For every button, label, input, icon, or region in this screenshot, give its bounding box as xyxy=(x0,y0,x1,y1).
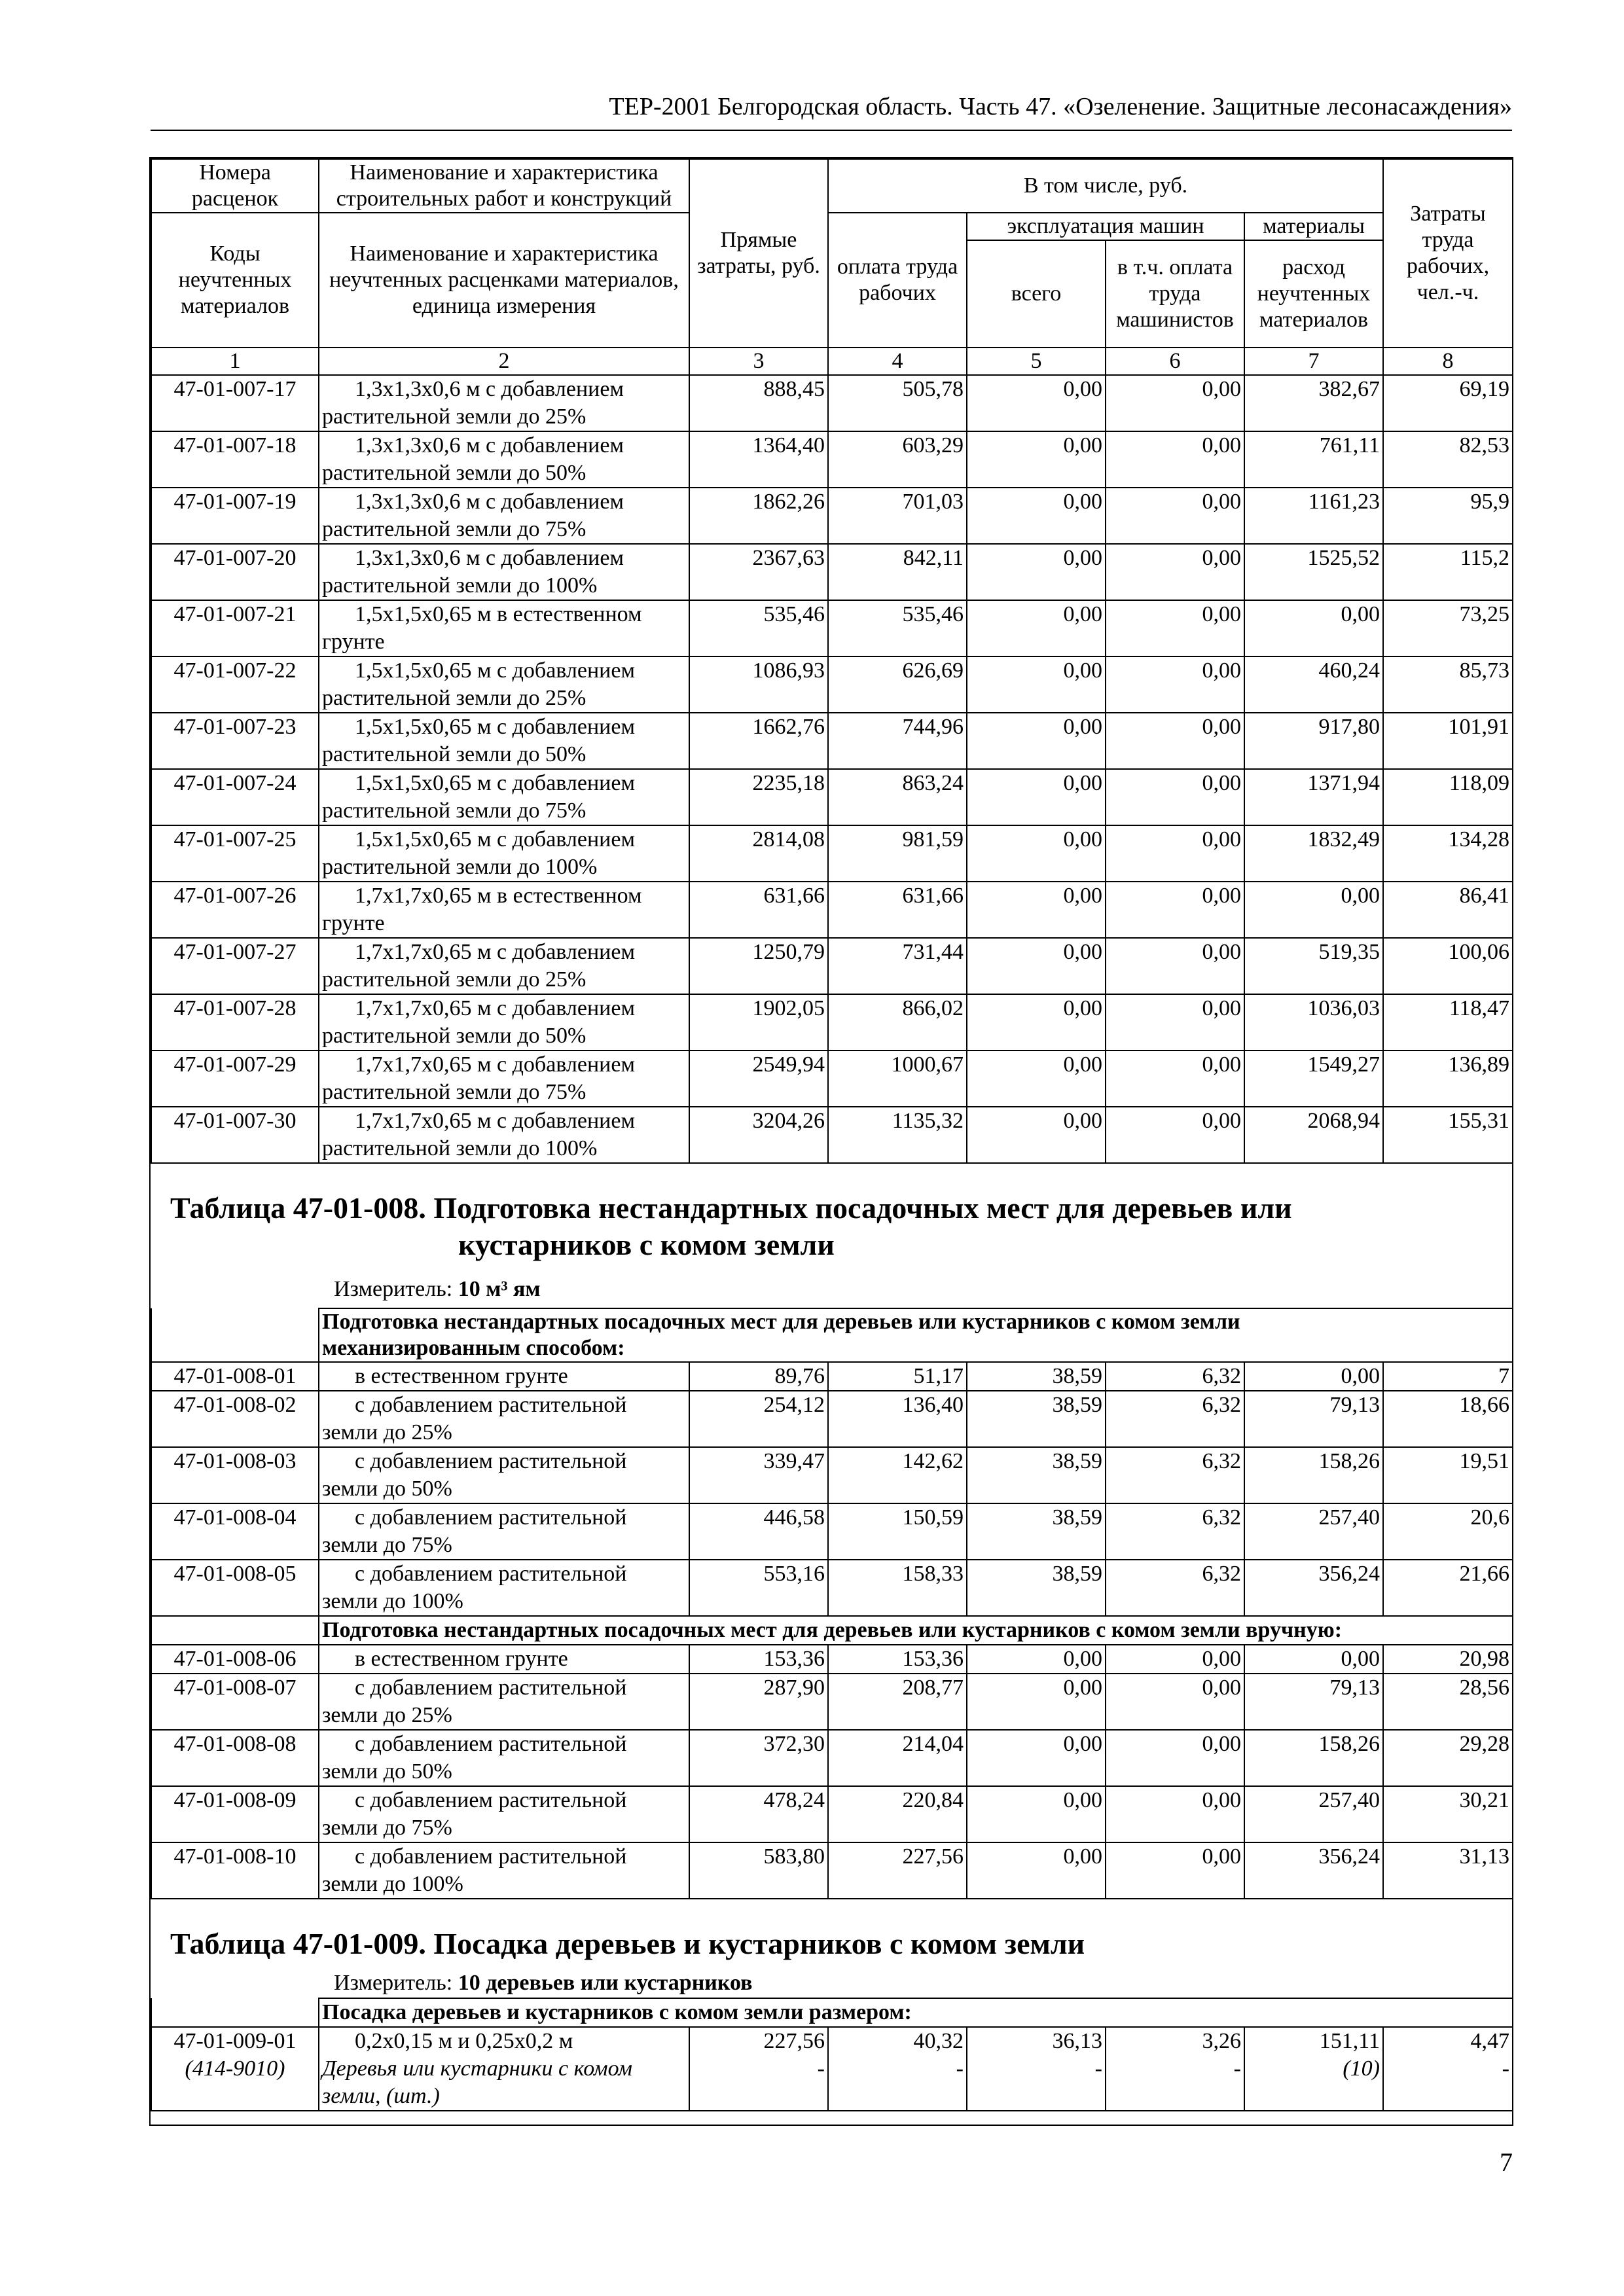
materials-cost: 1161,23 xyxy=(1244,488,1383,544)
rate-code: 47-01-007-27 xyxy=(151,938,319,994)
direct-cost: 2814,08 xyxy=(689,825,828,882)
machinist-pay: 0,00 xyxy=(1106,375,1244,431)
machinist-pay: 0,00 xyxy=(1106,1107,1244,1163)
labor-hours: 7 xyxy=(1383,1362,1513,1391)
table-row xyxy=(151,656,1513,713)
labor-pay: 981,59 xyxy=(828,825,967,882)
labor-pay: 866,02 xyxy=(828,994,967,1050)
rate-code: 47-01-008-08 xyxy=(151,1730,319,1786)
labor-pay: 142,62 xyxy=(828,1447,967,1503)
labor-pay: 626,69 xyxy=(828,656,967,713)
labor-pay: 220,84 xyxy=(828,1786,967,1842)
machines-total: 0,00 xyxy=(967,1730,1106,1786)
table-009-title-block xyxy=(151,1899,1512,1998)
machinist-pay: 0,00 xyxy=(1106,713,1244,769)
machinist-pay: 0,00 xyxy=(1106,1730,1244,1786)
rate-code: 47-01-008-09 xyxy=(151,1786,319,1842)
materials-cost: 1549,27 xyxy=(1244,1050,1383,1107)
materials-cost: 0,00 xyxy=(1244,600,1383,656)
materials-cost: 1036,03 xyxy=(1244,994,1383,1050)
machines-total: 0,00 xyxy=(967,1842,1106,1899)
machinist-pay: 0,00 xyxy=(1106,825,1244,882)
direct-cost: 1662,76 xyxy=(689,713,828,769)
labor-pay: 603,29 xyxy=(828,431,967,488)
labor-hours: 155,31 xyxy=(1383,1107,1513,1163)
table-row xyxy=(151,1447,1513,1503)
rate-code: 47-01-007-30 xyxy=(151,1107,319,1163)
machinist-pay: 0,00 xyxy=(1106,656,1244,713)
machines-total: 0,00 xyxy=(967,600,1106,656)
table-row xyxy=(151,600,1513,656)
machines-total: 38,59 xyxy=(967,1503,1106,1560)
labor-hours: 100,06 xyxy=(1383,938,1513,994)
labor-pay: 701,03 xyxy=(828,488,967,544)
table-row xyxy=(151,1674,1513,1730)
table-009-title: Таблица 47-01-009. Посадка деревьев и кустарников с комом земли xyxy=(170,1927,1085,1960)
rate-code: 47-01-007-26 xyxy=(151,882,319,938)
machines-total: 0,00 xyxy=(967,769,1106,825)
table-008-measure: Измеритель: 10 м³ ям xyxy=(334,1277,541,1301)
materials-cost: 79,13 xyxy=(1244,1391,1383,1447)
materials-cost: 158,26 xyxy=(1244,1730,1383,1786)
machines-total: 0,00 xyxy=(967,1786,1106,1842)
rate-name: 1,7х1,7х0,65 м с добавлением растительной земли до 25% xyxy=(319,938,689,994)
rate-code: 47-01-007-19 xyxy=(151,488,319,544)
direct-cost: 89,76 xyxy=(689,1362,828,1391)
labor-pay: 153,36 xyxy=(828,1645,967,1674)
labor-hours: 20,6 xyxy=(1383,1503,1513,1560)
rate-code: 47-01-007-28 xyxy=(151,994,319,1050)
direct-cost: 254,12 xyxy=(689,1391,828,1447)
materials-cost: 519,35 xyxy=(1244,938,1383,994)
machinist-pay: 0,00 xyxy=(1106,488,1244,544)
machinist-pay: 0,00 xyxy=(1106,1645,1244,1674)
rate-name: с добавлением растительной земли до 25% xyxy=(319,1391,689,1447)
machinist-pay: 0,00 xyxy=(1106,544,1244,600)
document-frame xyxy=(149,157,1513,2126)
machinist-pay: 0,00 xyxy=(1106,1842,1244,1899)
col-header-machinist-pay: в т.ч. оплата труда машинистов xyxy=(1106,240,1244,348)
table-row xyxy=(151,825,1513,882)
rate-name: 1,7х1,7х0,65 м в естественном грунте xyxy=(319,882,689,938)
col-header-unaccounted-materials: расход неучтенных материалов xyxy=(1244,240,1383,348)
labor-hours: 134,28 xyxy=(1383,825,1513,882)
rate-code: 47-01-008-01 xyxy=(151,1362,319,1391)
rate-code: 47-01-008-04 xyxy=(151,1503,319,1560)
labor-hours: 118,09 xyxy=(1383,769,1513,825)
labor-pay: 136,40 xyxy=(828,1391,967,1447)
rate-code: 47-01-007-17 xyxy=(151,375,319,431)
rate-name: 1,5х1,5х0,65 м в естественном грунте xyxy=(319,600,689,656)
direct-cost: 1862,26 xyxy=(689,488,828,544)
machinist-pay: 0,00 xyxy=(1106,938,1244,994)
machinist-pay: 0,00 xyxy=(1106,882,1244,938)
machines-total: 0,00 xyxy=(967,825,1106,882)
direct-cost: 888,45 xyxy=(689,375,828,431)
table-row xyxy=(151,431,1513,488)
machines-total: 38,59 xyxy=(967,1362,1106,1391)
labor-pay: 51,17 xyxy=(828,1362,967,1391)
labor-hours: 118,47 xyxy=(1383,994,1513,1050)
rate-name: с добавлением растительной земли до 75% xyxy=(319,1786,689,1842)
col-header-rate-numbers: Номера расценок xyxy=(151,159,319,213)
labor-hours: 85,73 xyxy=(1383,656,1513,713)
table-row xyxy=(151,1786,1513,1842)
labor-hours: 28,56 xyxy=(1383,1674,1513,1730)
table-row: 47-01-009-01 (414-9010) 0,2х0,15 м и 0,25х0,2 м Деревья или кустарники с комом земли, (шт.) 227,56 - 40,32 - 36,13 - 3,26 - 151,11 (10) 4,47 - xyxy=(151,2027,1513,2111)
rate-code: 47-01-007-23 xyxy=(151,713,319,769)
rate-name: в естественном грунте xyxy=(319,1362,689,1391)
labor-hours: 73,25 xyxy=(1383,600,1513,656)
materials-cost: 0,00 xyxy=(1244,1645,1383,1674)
rate-code: 47-01-007-29 xyxy=(151,1050,319,1107)
machines-total: 0,00 xyxy=(967,1645,1106,1674)
rate-code: 47-01-008-06 xyxy=(151,1645,319,1674)
machines-total: 0,00 xyxy=(967,1107,1106,1163)
materials-cost: 158,26 xyxy=(1244,1447,1383,1503)
machines-total: 0,00 xyxy=(967,656,1106,713)
machinist-pay: 0,00 xyxy=(1106,1674,1244,1730)
labor-pay: 535,46 xyxy=(828,600,967,656)
page-number: 7 xyxy=(1500,2147,1513,2177)
rate-name: 1,5х1,5х0,65 м с добавлением растительной земли до 25% xyxy=(319,656,689,713)
rate-code: 47-01-007-25 xyxy=(151,825,319,882)
materials-cost: 1371,94 xyxy=(1244,769,1383,825)
col-header-material-codes: Коды неучтенных материалов xyxy=(151,213,319,348)
rate-code: 47-01-008-05 xyxy=(151,1560,319,1616)
rate-name: с добавлением растительной земли до 50% xyxy=(319,1447,689,1503)
rates-table-007 xyxy=(151,158,1513,1164)
direct-cost: 583,80 xyxy=(689,1842,828,1899)
rate-name: с добавлением растительной земли до 100% xyxy=(319,1842,689,1899)
table-row xyxy=(151,1645,1513,1674)
table-008-title: Таблица 47-01-008. Подготовка нестандартных посадочных мест для деревьев или кустарников с комом земли xyxy=(170,1191,1292,1261)
column-numbers-row: 1 2 3 4 5 6 7 8 xyxy=(151,348,1513,375)
table-row xyxy=(151,1560,1513,1616)
materials-cost: 0,00 xyxy=(1244,882,1383,938)
machines-total: 38,59 xyxy=(967,1391,1106,1447)
rate-code: 47-01-008-03 xyxy=(151,1447,319,1503)
machinist-pay: 0,00 xyxy=(1106,769,1244,825)
machines-total: 0,00 xyxy=(967,1674,1106,1730)
machines-total: 0,00 xyxy=(967,431,1106,488)
machinist-pay: 0,00 xyxy=(1106,994,1244,1050)
rate-name: с добавлением растительной земли до 25% xyxy=(319,1674,689,1730)
labor-hours: 69,19 xyxy=(1383,375,1513,431)
materials-cost: 1525,52 xyxy=(1244,544,1383,600)
machinist-pay: 6,32 xyxy=(1106,1391,1244,1447)
rate-name: 1,7х1,7х0,65 м с добавлением растительной земли до 75% xyxy=(319,1050,689,1107)
machines-total: 0,00 xyxy=(967,375,1106,431)
rate-code: 47-01-007-18 xyxy=(151,431,319,488)
labor-pay: 842,11 xyxy=(828,544,967,600)
rate-name: 1,7х1,7х0,65 м с добавлением растительной земли до 50% xyxy=(319,994,689,1050)
machinist-pay: 0,00 xyxy=(1106,431,1244,488)
machinist-pay: 6,32 xyxy=(1106,1447,1244,1503)
table-row xyxy=(151,375,1513,431)
table-row xyxy=(151,994,1513,1050)
rate-code: 47-01-007-21 xyxy=(151,600,319,656)
rate-name: с добавлением растительной земли до 75% xyxy=(319,1503,689,1560)
machines-total: 0,00 xyxy=(967,1050,1106,1107)
col-header-labor-pay: оплата труда рабочих xyxy=(828,213,967,348)
labor-pay: 158,33 xyxy=(828,1560,967,1616)
direct-cost: 631,66 xyxy=(689,882,828,938)
rates-table-008 xyxy=(151,1308,1513,1899)
direct-cost: 1902,05 xyxy=(689,994,828,1050)
labor-hours: 31,13 xyxy=(1383,1842,1513,1899)
machinist-pay: 0,00 xyxy=(1106,1786,1244,1842)
section-planting: Посадка деревьев и кустарников с комом земли размером: xyxy=(151,1998,1513,2027)
direct-cost: 372,30 xyxy=(689,1730,828,1786)
labor-hours: 19,51 xyxy=(1383,1447,1513,1503)
materials-cost: 356,24 xyxy=(1244,1560,1383,1616)
col-header-machines-total: всего xyxy=(967,240,1106,348)
direct-cost: 1364,40 xyxy=(689,431,828,488)
rate-code: 47-01-007-24 xyxy=(151,769,319,825)
labor-hours: 29,28 xyxy=(1383,1730,1513,1786)
col-header-including: В том числе, руб. xyxy=(828,159,1383,213)
running-header: ТЕР-2001 Белгородская область. Часть 47. «Озеленение. Защитные лесонасаждения» xyxy=(609,93,1512,120)
machines-total: 0,00 xyxy=(967,713,1106,769)
materials-cost: 79,13 xyxy=(1244,1674,1383,1730)
rate-name: 1,5х1,5х0,65 м с добавлением растительной земли до 100% xyxy=(319,825,689,882)
table-row xyxy=(151,1362,1513,1391)
labor-hours: 115,2 xyxy=(1383,544,1513,600)
materials-cost: 917,80 xyxy=(1244,713,1383,769)
materials-cost: 2068,94 xyxy=(1244,1107,1383,1163)
machinist-pay: 6,32 xyxy=(1106,1503,1244,1560)
rate-code: 47-01-007-20 xyxy=(151,544,319,600)
table-row xyxy=(151,1842,1513,1899)
table-row xyxy=(151,938,1513,994)
machines-total: 0,00 xyxy=(967,938,1106,994)
machines-total: 0,00 xyxy=(967,882,1106,938)
table-row xyxy=(151,1503,1513,1560)
labor-pay: 227,56 xyxy=(828,1842,967,1899)
table-row xyxy=(151,1050,1513,1107)
materials-cost: 761,11 xyxy=(1244,431,1383,488)
materials-cost: 382,67 xyxy=(1244,375,1383,431)
direct-cost: 535,46 xyxy=(689,600,828,656)
labor-pay: 631,66 xyxy=(828,882,967,938)
labor-pay: 863,24 xyxy=(828,769,967,825)
direct-cost: 153,36 xyxy=(689,1645,828,1674)
table-row xyxy=(151,1107,1513,1163)
section-manual: Подготовка нестандартных посадочных мест для деревьев или кустарников с комом земли вручную: xyxy=(151,1616,1513,1645)
table-row xyxy=(151,713,1513,769)
materials-cost: 460,24 xyxy=(1244,656,1383,713)
col-header-material-name: Наименование и характеристика неучтенных расценками материалов, единица измерения xyxy=(319,213,689,348)
labor-hours: 101,91 xyxy=(1383,713,1513,769)
direct-cost: 2235,18 xyxy=(689,769,828,825)
labor-pay: 744,96 xyxy=(828,713,967,769)
materials-cost: 0,00 xyxy=(1244,1362,1383,1391)
direct-cost: 1250,79 xyxy=(689,938,828,994)
direct-cost: 1086,93 xyxy=(689,656,828,713)
table-row xyxy=(151,1391,1513,1447)
rate-name: с добавлением растительной земли до 50% xyxy=(319,1730,689,1786)
direct-cost: 2367,63 xyxy=(689,544,828,600)
labor-hours: 82,53 xyxy=(1383,431,1513,488)
labor-hours: 18,66 xyxy=(1383,1391,1513,1447)
rate-name: 1,3х1,3х0,6 м с добавлением растительной земли до 25% xyxy=(319,375,689,431)
direct-cost: 478,24 xyxy=(689,1786,828,1842)
section-mechanized: Подготовка нестандартных посадочных мест для деревьев или кустарников с комом земли механизированным способом: xyxy=(151,1308,1513,1362)
machinist-pay: 0,00 xyxy=(1106,1050,1244,1107)
machines-total: 0,00 xyxy=(967,994,1106,1050)
rate-name: 1,3х1,3х0,6 м с добавлением растительной земли до 50% xyxy=(319,431,689,488)
labor-hours: 86,41 xyxy=(1383,882,1513,938)
labor-pay: 150,59 xyxy=(828,1503,967,1560)
direct-cost: 3204,26 xyxy=(689,1107,828,1163)
table-row xyxy=(151,1730,1513,1786)
header-rule xyxy=(151,130,1512,131)
materials-cost: 1832,49 xyxy=(1244,825,1383,882)
rate-name: 1,3х1,3х0,6 м с добавлением растительной земли до 75% xyxy=(319,488,689,544)
labor-pay: 1000,67 xyxy=(828,1050,967,1107)
rate-name: 1,5х1,5х0,65 м с добавлением растительной земли до 75% xyxy=(319,769,689,825)
table-009-measure: Измеритель: 10 деревьев или кустарников xyxy=(334,1971,753,1995)
labor-hours: 30,21 xyxy=(1383,1786,1513,1842)
direct-cost: 446,58 xyxy=(689,1503,828,1560)
labor-hours: 20,98 xyxy=(1383,1645,1513,1674)
labor-pay: 208,77 xyxy=(828,1674,967,1730)
labor-hours: 136,89 xyxy=(1383,1050,1513,1107)
machines-total: 38,59 xyxy=(967,1447,1106,1503)
labor-hours: 21,66 xyxy=(1383,1560,1513,1616)
materials-cost: 257,40 xyxy=(1244,1503,1383,1560)
table-008-title-block xyxy=(151,1164,1512,1308)
rate-code: 47-01-007-22 xyxy=(151,656,319,713)
machinist-pay: 6,32 xyxy=(1106,1362,1244,1391)
rate-name: 1,7х1,7х0,65 м с добавлением растительной земли до 100% xyxy=(319,1107,689,1163)
direct-cost: 2549,94 xyxy=(689,1050,828,1107)
labor-pay: 505,78 xyxy=(828,375,967,431)
col-header-machines: эксплуатация машин xyxy=(967,213,1244,240)
materials-cost: 356,24 xyxy=(1244,1842,1383,1899)
machinist-pay: 0,00 xyxy=(1106,600,1244,656)
rate-code: 47-01-008-07 xyxy=(151,1674,319,1730)
machines-total: 38,59 xyxy=(967,1560,1106,1616)
labor-pay: 214,04 xyxy=(828,1730,967,1786)
col-header-direct-costs: Прямые затраты, руб. xyxy=(689,159,828,348)
table-row xyxy=(151,488,1513,544)
rate-name: в естественном грунте xyxy=(319,1645,689,1674)
rate-code: 47-01-008-02 xyxy=(151,1391,319,1447)
labor-hours: 95,9 xyxy=(1383,488,1513,544)
table-row xyxy=(151,882,1513,938)
machinist-pay: 6,32 xyxy=(1106,1560,1244,1616)
col-header-work-name: Наименование и характеристика строительных работ и конструкций xyxy=(319,159,689,213)
direct-cost: 553,16 xyxy=(689,1560,828,1616)
table-row xyxy=(151,769,1513,825)
rate-name: с добавлением растительной земли до 100% xyxy=(319,1560,689,1616)
rate-code: 47-01-008-10 xyxy=(151,1842,319,1899)
direct-cost: 287,90 xyxy=(689,1674,828,1730)
labor-pay: 1135,32 xyxy=(828,1107,967,1163)
rates-table-009 xyxy=(151,1998,1513,2111)
rate-name: 1,5х1,5х0,65 м с добавлением растительной земли до 50% xyxy=(319,713,689,769)
direct-cost: 339,47 xyxy=(689,1447,828,1503)
table-row xyxy=(151,544,1513,600)
col-header-materials: материалы xyxy=(1244,213,1383,240)
col-header-labor-hours: Затраты труда рабочих, чел.-ч. xyxy=(1383,159,1513,348)
rate-name: 1,3х1,3х0,6 м с добавлением растительной земли до 100% xyxy=(319,544,689,600)
labor-pay: 731,44 xyxy=(828,938,967,994)
materials-cost: 257,40 xyxy=(1244,1786,1383,1842)
machines-total: 0,00 xyxy=(967,544,1106,600)
machines-total: 0,00 xyxy=(967,488,1106,544)
